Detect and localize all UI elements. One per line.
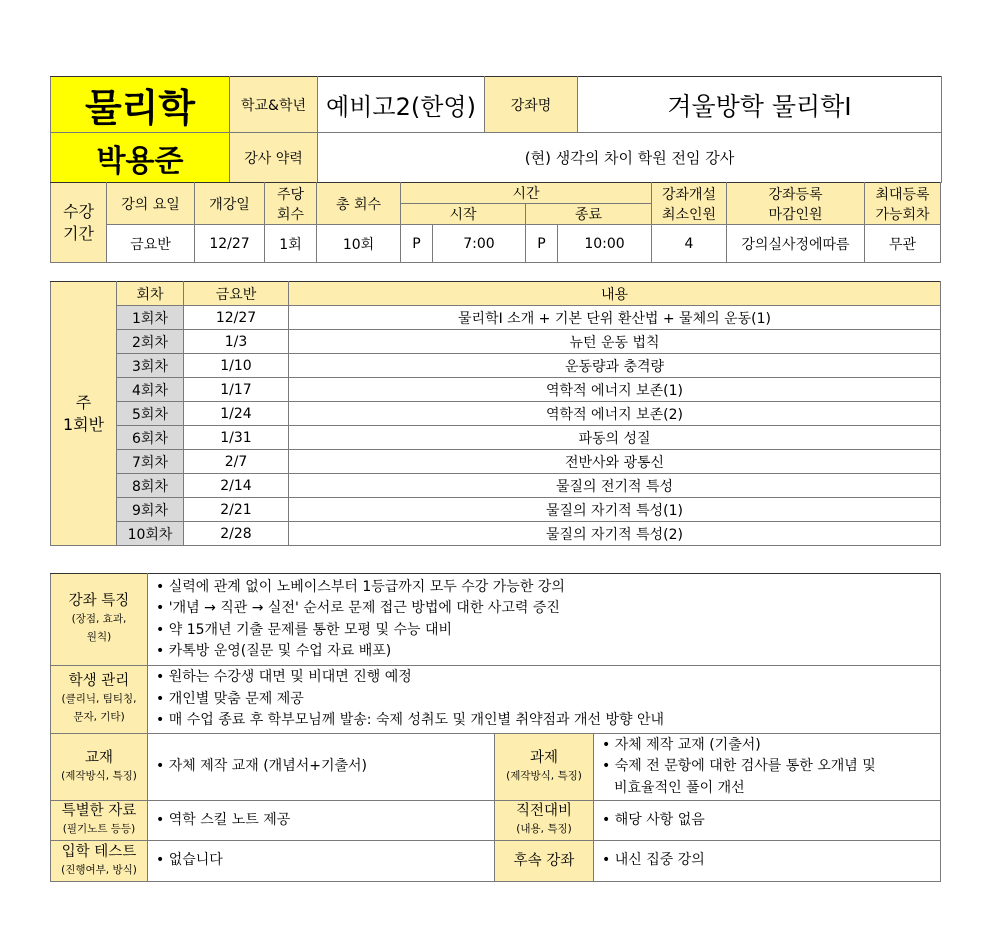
header-session: 회차 [117, 282, 184, 306]
homework-content: • 자체 제작 교재 (기출서) • 숙제 전 문항에 대한 검사를 통한 오개념 및 비효율적인 풀이 개선 [594, 734, 941, 801]
session-cell: 3회차 [117, 354, 184, 378]
value-total: 10회 [317, 225, 401, 263]
special-content: • 역학 스킬 노트 제공 [148, 801, 495, 841]
course-value: 겨울방학 물리학Ⅰ [578, 77, 942, 133]
value-start-time: 7:00 [433, 225, 526, 263]
header-weekly: 주당 회수 [265, 183, 317, 225]
session-cell: 8회차 [117, 474, 184, 498]
content-cell: 물질의 자기적 특성(2) [289, 522, 941, 546]
table-row [51, 450, 941, 474]
date-cell: 1/3 [184, 330, 289, 354]
table-row [51, 426, 941, 450]
header-time: 시간 [401, 183, 652, 204]
management-label: 학생 관리 (클리닉, 팀티칭, 문자, 기타) [51, 666, 148, 734]
career-label: 강사 약력 [230, 133, 318, 183]
header-time-start: 시작 [401, 204, 526, 225]
table-row [51, 402, 941, 426]
curriculum-table [50, 281, 941, 546]
date-cell: 12/27 [184, 306, 289, 330]
header-content: 내용 [289, 282, 941, 306]
followup-label: 후속 강좌 [495, 841, 594, 882]
table-row [51, 354, 941, 378]
value-end-ampm: P [526, 225, 558, 263]
date-cell: 1/31 [184, 426, 289, 450]
content-cell: 역학적 에너지 보존(1) [289, 378, 941, 402]
schedule-side-label: 수강 기간 [51, 183, 107, 263]
date-cell: 2/28 [184, 522, 289, 546]
school-value: 예비고2(한영) [318, 77, 485, 133]
features-content: • 실력에 관계 없이 노베이스부터 1등급까지 모두 수강 가능한 강의 • '개념 → 직관 → 실전' 순서로 문제 접근 방법에 대한 사고력 증진 • 약 15개년 기출 문제를 통한 모평 및 수능 대비 • 카톡방 운영(질문 및 수업 자료 배포) [148, 574, 941, 666]
session-cell: 5회차 [117, 402, 184, 426]
entrance-label: 입학 테스트 (진행여부, 방식) [51, 841, 148, 882]
details-table [50, 573, 941, 882]
content-cell: 전반사와 광통신 [289, 450, 941, 474]
header-time-end: 종료 [526, 204, 652, 225]
table-row [51, 474, 941, 498]
session-cell: 1회차 [117, 306, 184, 330]
subject-title: 물리학 [51, 77, 230, 133]
table-row [51, 378, 941, 402]
value-start-ampm: P [401, 225, 433, 263]
date-cell: 2/14 [184, 474, 289, 498]
session-cell: 4회차 [117, 378, 184, 402]
content-cell: 물질의 전기적 특성 [289, 474, 941, 498]
value-deadline: 강의실사정에따름 [727, 225, 865, 263]
content-cell: 운동량과 충격량 [289, 354, 941, 378]
exam-prep-content: • 해당 사항 없음 [594, 801, 941, 841]
header-min: 강좌개설 최소인원 [652, 183, 727, 225]
course-label: 강좌명 [485, 77, 578, 133]
value-day: 금요반 [107, 225, 195, 263]
header-day: 강의 요일 [107, 183, 195, 225]
table-row [51, 330, 941, 354]
value-max-session: 무관 [865, 225, 941, 263]
management-content: • 원하는 수강생 대면 및 비대면 진행 예정 • 개인별 맞춤 문제 제공 • 매 수업 종료 후 학부모님께 발송: 숙제 성취도 및 개인별 취약점과 개선 방향 안내 [148, 666, 941, 734]
curriculum-side-label: 주 1회반 [51, 282, 117, 546]
content-cell: 물질의 자기적 특성(1) [289, 498, 941, 522]
value-weekly: 1회 [265, 225, 317, 263]
header-table [50, 76, 942, 183]
session-cell: 6회차 [117, 426, 184, 450]
header-deadline: 강좌등록 마감인원 [727, 183, 865, 225]
header-total: 총 회수 [317, 183, 401, 225]
header-max: 최대등록 가능회차 [865, 183, 941, 225]
exam-prep-label: 직전대비 (내용, 특징) [495, 801, 594, 841]
special-label: 특별한 자료 (필기노트 등등) [51, 801, 148, 841]
table-row [51, 522, 941, 546]
date-cell: 1/10 [184, 354, 289, 378]
teacher-name: 박용준 [51, 133, 230, 183]
textbook-content: • 자체 제작 교재 (개념서+기출서) [148, 734, 495, 801]
header-start-date: 개강일 [195, 183, 265, 225]
table-row [51, 306, 941, 330]
table-row [51, 498, 941, 522]
content-cell: 역학적 에너지 보존(2) [289, 402, 941, 426]
session-cell: 2회차 [117, 330, 184, 354]
textbook-label: 교재 (제작방식, 특징) [51, 734, 148, 801]
homework-label: 과제 (제작방식, 특징) [495, 734, 594, 801]
header-date: 금요반 [184, 282, 289, 306]
schedule-table [50, 182, 941, 263]
date-cell: 1/17 [184, 378, 289, 402]
value-end-time: 10:00 [558, 225, 652, 263]
date-cell: 1/24 [184, 402, 289, 426]
content-cell: 물리학Ⅰ 소개 + 기본 단위 환산법 + 물체의 운동(1) [289, 306, 941, 330]
followup-content: • 내신 집중 강의 [594, 841, 941, 882]
session-cell: 7회차 [117, 450, 184, 474]
value-min-people: 4 [652, 225, 727, 263]
school-label: 학교&학년 [230, 77, 318, 133]
entrance-content: • 없습니다 [148, 841, 495, 882]
content-cell: 파동의 성질 [289, 426, 941, 450]
date-cell: 2/21 [184, 498, 289, 522]
session-cell: 9회차 [117, 498, 184, 522]
career-value: (현) 생각의 차이 학원 전임 강사 [318, 133, 942, 183]
session-cell: 10회차 [117, 522, 184, 546]
content-cell: 뉴턴 운동 법칙 [289, 330, 941, 354]
features-label: 강좌 특징 (장점, 효과, 원칙) [51, 574, 148, 666]
date-cell: 2/7 [184, 450, 289, 474]
value-start-date: 12/27 [195, 225, 265, 263]
